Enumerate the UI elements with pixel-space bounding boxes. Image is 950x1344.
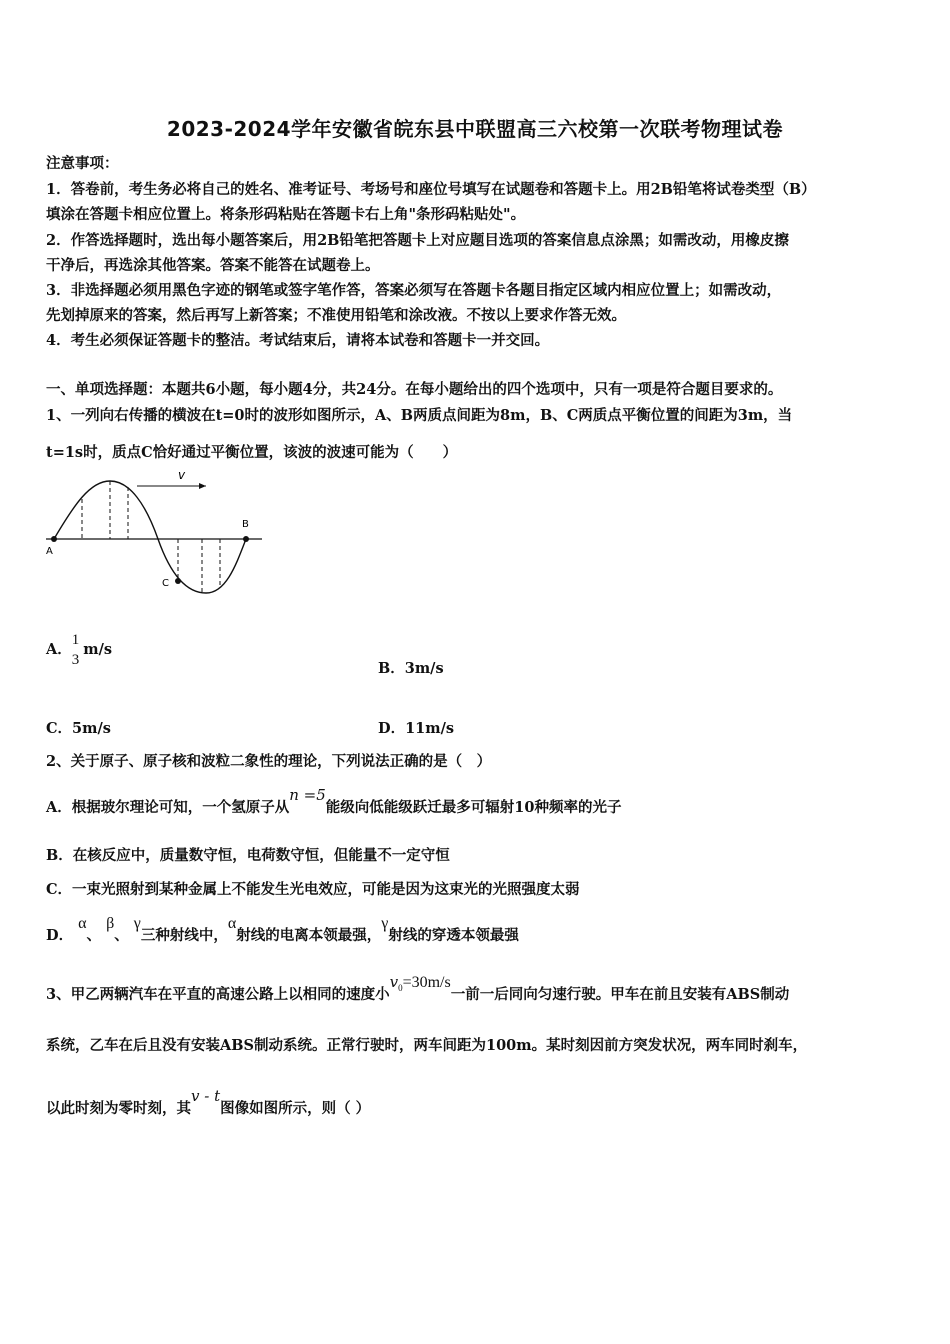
gamma-symbol: γ — [133, 915, 141, 932]
math-vt: v - t — [191, 1087, 221, 1105]
gamma-symbol: γ — [381, 915, 389, 932]
option-d[interactable] — [46, 915, 519, 945]
option-unit: m/s — [83, 641, 113, 658]
notice-line: 填涂在答题卡相应位置上。将条形码粘贴在答题卡右上角"条形码粘贴处"。 — [46, 206, 526, 223]
option-b[interactable]: B．在核反应中，质量数守恒，电荷数守恒，但能量不一定守恒 — [46, 847, 450, 864]
notice-line: 4．考生必须保证答题卡的整洁。考试结束后，请将本试卷和答题卡一并交回。 — [46, 332, 550, 349]
stem-text: 一前一后同向匀速行驶。甲车在前且安装有ABS制动 — [450, 986, 790, 1003]
notice-line: 3．非选择题必须用黑色字迹的钢笔或签字笔作答，答案必须写在答题卡各题目指定区域内相应位置上；如需改动， — [46, 282, 782, 299]
option-a[interactable] — [46, 786, 622, 817]
question-1-stem: 1、一列向右传播的横波在t=0时的波形如图所示，A、B两质点间距为8m，B、C两质点平衡位置的间距为3m，当 — [46, 407, 793, 424]
notice-line: 干净后，再选涂其他答案。答案不能答在试题卷上。 — [46, 257, 380, 274]
math-n: n =5 — [289, 786, 326, 804]
page-title: 2023-2024学年安徽省皖东县中联盟高三六校第一次联考物理试卷 — [166, 117, 784, 141]
point-c — [175, 578, 181, 584]
option-text: 能级向低能级跃迁最多可辐射10种频率的光子 — [325, 799, 622, 816]
stem-text: 图像如图所示，则（ ） — [220, 1100, 371, 1117]
option-text: 射线的电离本领最强， — [236, 927, 382, 944]
notice-line: 1．答卷前，考生务必将自己的姓名、准考证号、考场号和座位号填写在试题卷和答题卡上。用2B铅笔将试卷类型（B） — [46, 181, 816, 198]
alpha-symbol: α — [78, 915, 87, 932]
notice-heading: 注意事项： — [46, 155, 119, 172]
separator: 、 — [114, 927, 129, 944]
section-heading: 一、单项选择题：本题共6小题，每小题4分，共24分。在每小题给出的四个选项中，只有一项是符合题目要求的。 — [46, 381, 783, 398]
velocity-label: v — [178, 468, 186, 482]
question-3-stem — [46, 973, 790, 1005]
notice-line: 2．作答选择题时，选出每小题答案后，用2B铅笔把答题卡上对应题目选项的答案信息点涂黑；如需改动，用橡皮擦 — [46, 232, 789, 249]
option-c[interactable]: C．5m/s — [46, 720, 111, 737]
question-3-stem-cont: 系统，乙车在后且没有安装ABS制动系统。正常行驶时，两车间距为100m。某时刻因前方突发状况，两车同时刹车， — [46, 1037, 808, 1054]
label-a: A — [46, 546, 53, 557]
point-b — [243, 536, 249, 542]
option-text: 射线的穿透本领最强 — [388, 927, 519, 944]
option-label: D． — [46, 927, 74, 944]
option-d[interactable]: D．11m/s — [378, 720, 455, 737]
fraction-numerator: 1 — [71, 632, 80, 648]
label-c: C — [162, 578, 169, 589]
label-b: B — [242, 519, 249, 530]
math-subscript: 0 — [398, 982, 403, 993]
question-2-stem: 2、关于原子、原子核和波粒二象性的理论，下列说法正确的是（ ） — [46, 753, 492, 770]
stem-text: 以此时刻为零时刻，其 — [46, 1100, 191, 1117]
math-value: =30m/s — [402, 974, 451, 991]
option-label: A． — [46, 641, 72, 658]
separator: 、 — [86, 927, 102, 944]
stem-text: 3、甲乙两辆汽车在平直的高速公路上以相同的速度小 — [46, 986, 390, 1003]
arrow-head — [199, 483, 206, 489]
fraction-denominator: 3 — [71, 652, 80, 668]
fraction — [72, 630, 80, 670]
option-c[interactable]: C．一束光照射到某种金属上不能发生光电效应，可能是因为这束光的光照强度太弱 — [46, 881, 580, 898]
beta-symbol: β — [106, 915, 115, 932]
math-v: v — [389, 973, 399, 991]
notice-line: 先划掉原来的答案，然后再写上新答案；不准使用铅笔和涂改液。不按以上要求作答无效。 — [46, 307, 626, 324]
option-text: 三种射线中， — [140, 927, 228, 944]
wave-curve — [54, 481, 246, 593]
question-3-stem-cont — [46, 1087, 371, 1118]
option-text: A．根据玻尔理论可知，一个氢原子从 — [46, 799, 290, 816]
wave-figure — [40, 465, 270, 605]
option-a[interactable] — [46, 630, 112, 670]
alpha-symbol: α — [227, 915, 237, 932]
option-b[interactable]: B．3m/s — [378, 660, 444, 677]
point-a — [51, 536, 57, 542]
question-1-stem-cont: t=1s时，质点C恰好通过平衡位置，该波的波速可能为（ ） — [46, 444, 458, 461]
